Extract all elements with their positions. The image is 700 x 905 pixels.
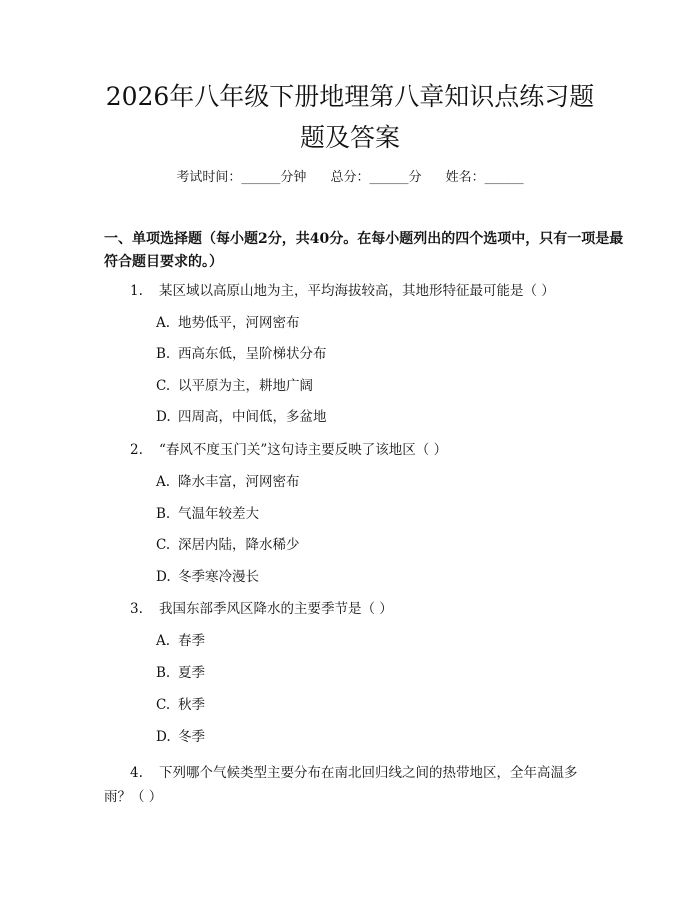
option-letter: B. (156, 506, 171, 522)
question-number: 3. (130, 601, 143, 617)
option-letter: C. (156, 378, 171, 394)
option-letter: A. (156, 633, 171, 649)
option-text: 秋季 (178, 697, 205, 713)
question-4 (104, 761, 594, 809)
question-2-option-c (156, 535, 300, 555)
option-letter: D. (156, 569, 171, 585)
question-text: 下列哪个气候类型主要分布在南北回归线之间的热带地区，全年高温多雨？（ ） (104, 765, 578, 805)
option-letter: D. (156, 729, 171, 745)
question-3-option-a (156, 631, 205, 651)
question-3-option-d (156, 727, 205, 747)
question-3-option-c (156, 695, 205, 715)
question-1-option-a (156, 313, 300, 333)
question-3 (130, 599, 393, 619)
page-title-line-1: 2026年八年级下册地理第八章知识点练习题 (105, 82, 595, 111)
exam-total-score: 总分：______分 (330, 170, 422, 185)
question-3-option-b (156, 663, 205, 683)
option-text: 地势低平，河网密布 (178, 315, 300, 331)
question-number: 2. (130, 442, 143, 458)
question-number: 4. (130, 765, 143, 781)
question-2-option-d (156, 567, 259, 587)
option-text: 夏季 (178, 665, 205, 681)
question-text: 我国东部季风区降水的主要季节是（ ） (159, 601, 393, 617)
option-text: 冬季寒冷漫长 (178, 569, 259, 585)
question-1-option-d (156, 407, 327, 427)
option-letter: C. (156, 537, 171, 553)
option-letter: C. (156, 697, 171, 713)
question-2-option-a (156, 472, 300, 492)
question-2-option-b (156, 504, 259, 524)
question-2 (130, 440, 447, 460)
question-1-option-c (156, 376, 313, 396)
option-text: 深居内陆，降水稀少 (178, 537, 300, 553)
option-text: 降水丰富，河网密布 (178, 474, 300, 490)
option-letter: B. (156, 346, 171, 362)
section-heading: 一、单项选择题（每小题2分，共40分。在每小题列出的四个选项中，只有一项是最符合题目要求的。） (104, 231, 624, 270)
question-1-option-b (156, 344, 327, 364)
option-text: 四周高，中间低，多盆地 (178, 409, 327, 425)
option-letter: A. (156, 474, 171, 490)
question-text: 某区域以高原山地为主，平均海拔较高，其地形特征最可能是（ ） (159, 283, 555, 299)
student-name: 姓名：______ (445, 170, 524, 185)
option-text: 气温年较差大 (178, 506, 259, 522)
option-letter: B. (156, 665, 171, 681)
page-title-line-2: 题及答案 (299, 123, 400, 152)
question-text: “春风不度玉门关”这句诗主要反映了该地区（ ） (159, 442, 448, 458)
option-letter: D. (156, 409, 171, 425)
question-1 (130, 281, 555, 301)
option-text: 春季 (178, 633, 205, 649)
exam-time: 考试时间：______分钟 (176, 170, 307, 185)
exam-meta (0, 168, 700, 188)
option-letter: A. (156, 315, 171, 331)
question-number: 1. (130, 283, 143, 299)
option-text: 以平原为主，耕地广阔 (178, 378, 313, 394)
option-text: 西高东低，呈阶梯状分布 (178, 346, 327, 362)
option-text: 冬季 (178, 729, 205, 745)
